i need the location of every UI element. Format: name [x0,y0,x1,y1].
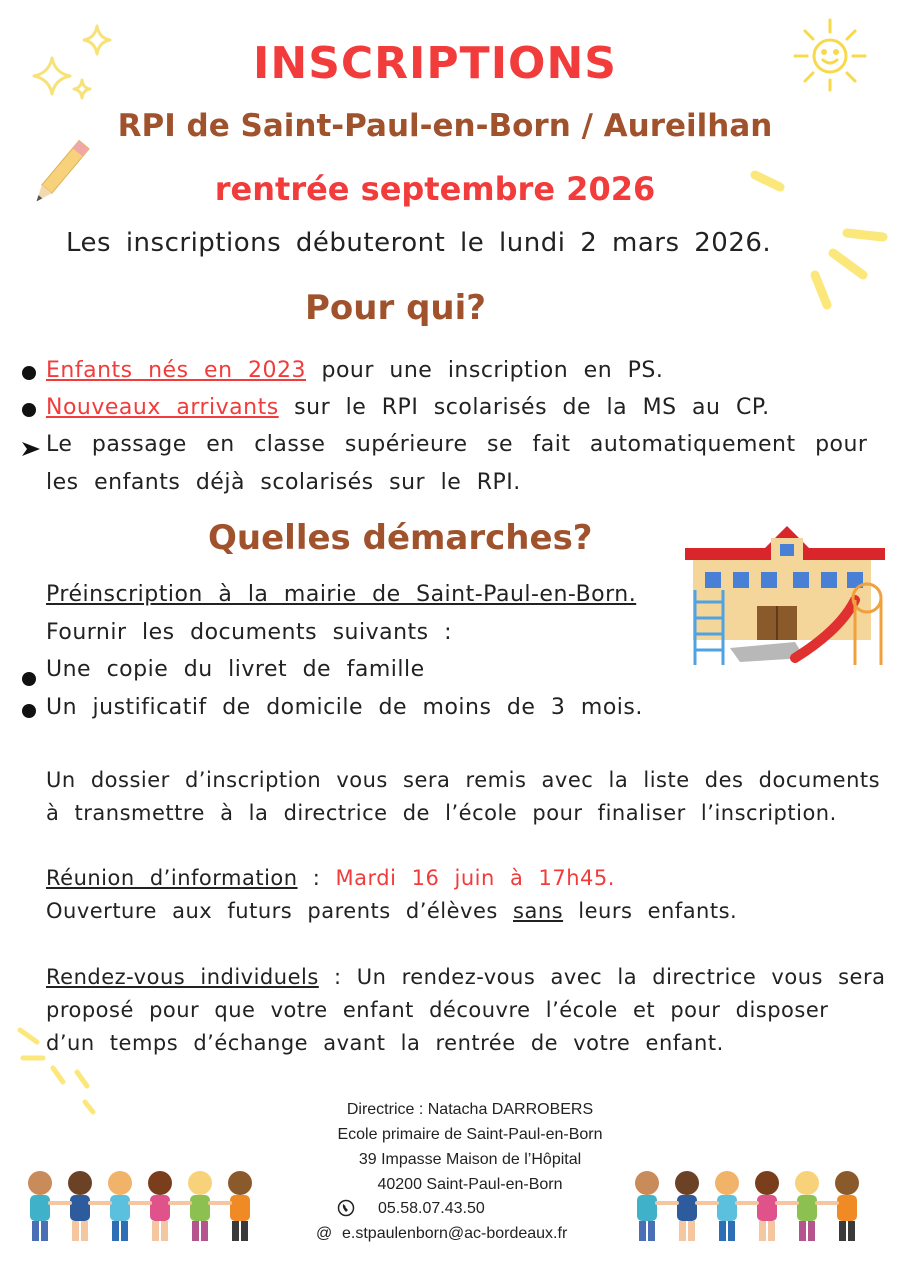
contact-directrice: Directrice : Natacha DARROBERS [346,1101,594,1118]
children-icon [625,1165,887,1245]
page-subtitle: RPI de Saint-Paul-en-Born / Aureilhan [117,108,773,144]
reunion-text: Réunion d’information : Mardi 16 juin à 17h45. [46,866,615,890]
contact-adresse: 39 Impasse Maison de l’Hôpital [358,1151,582,1168]
section-heading-demarches: Quelles démarches? [208,518,593,558]
bullet-icon [22,672,36,686]
list-item: Le passage en classe supérieure se fait automatiquement pour [46,432,868,457]
rdv-text: proposé pour que votre enfant découvre l’école et pour disposer [46,998,829,1022]
documents-intro: Fournir les documents suivants : [46,620,453,645]
section-heading-pour-qui: Pour qui? [305,288,487,328]
page-title: INSCRIPTIONS [253,38,617,89]
arrow-icon [20,440,42,458]
bullet-icon [22,704,36,718]
rentree-heading: rentrée septembre 2026 [214,170,656,208]
ouverture-text: Ouverture aux futurs parents d’élèves sans leurs enfants. [46,899,738,923]
list-item: Un justificatif de domicile de moins de 3 mois. [46,695,643,720]
bullet-icon [22,366,36,380]
dossier-text: à transmettre à la directrice de l’école pour finaliser l’inscription. [46,801,837,825]
contact-email[interactable]: e.stpaulenborn@ac-bordeaux.fr [342,1225,568,1242]
at-icon: @ [316,1225,333,1242]
highlight-text: Nouveaux arrivants [46,395,279,420]
contact-ecole: Ecole primaire de Saint-Paul-en-Born [337,1126,603,1143]
contact-ville: 40200 Saint-Paul-en-Born [377,1176,563,1193]
rdv-text: Rendez-vous individuels : Un rendez-vous avec la directrice vous sera [46,965,886,989]
contact-telephone[interactable]: 05.58.07.43.50 [378,1200,485,1217]
rdv-label: Rendez-vous individuels [46,965,319,989]
school-icon [685,520,890,670]
list-item: Nouveaux arrivants sur le RPI scolarisés de la MS au CP. [46,395,770,420]
preinscription-text: Préinscription à la mairie de Saint-Paul-en-Born. [46,582,637,607]
bullet-icon [22,403,36,417]
highlight-text: Enfants nés en 2023 [46,358,306,383]
list-item-continuation: les enfants déjà scolarisés sur le RPI. [46,470,521,495]
rdv-text: d’un temps d’échange avant la rentrée de votre enfant. [46,1031,724,1055]
phone-icon [337,1199,355,1217]
children-icon [18,1165,280,1245]
reunion-label: Réunion d’information [46,866,298,890]
reunion-date: Mardi 16 juin à 17h45. [335,866,615,890]
start-date-text: Les inscriptions débuteront le lundi 2 mars 2026. [66,228,772,258]
list-item: Une copie du livret de famille [46,657,425,682]
list-item: Enfants nés en 2023 pour une inscription en PS. [46,358,664,383]
dossier-text: Un dossier d’inscription vous sera remis avec la liste des documents [46,768,881,792]
